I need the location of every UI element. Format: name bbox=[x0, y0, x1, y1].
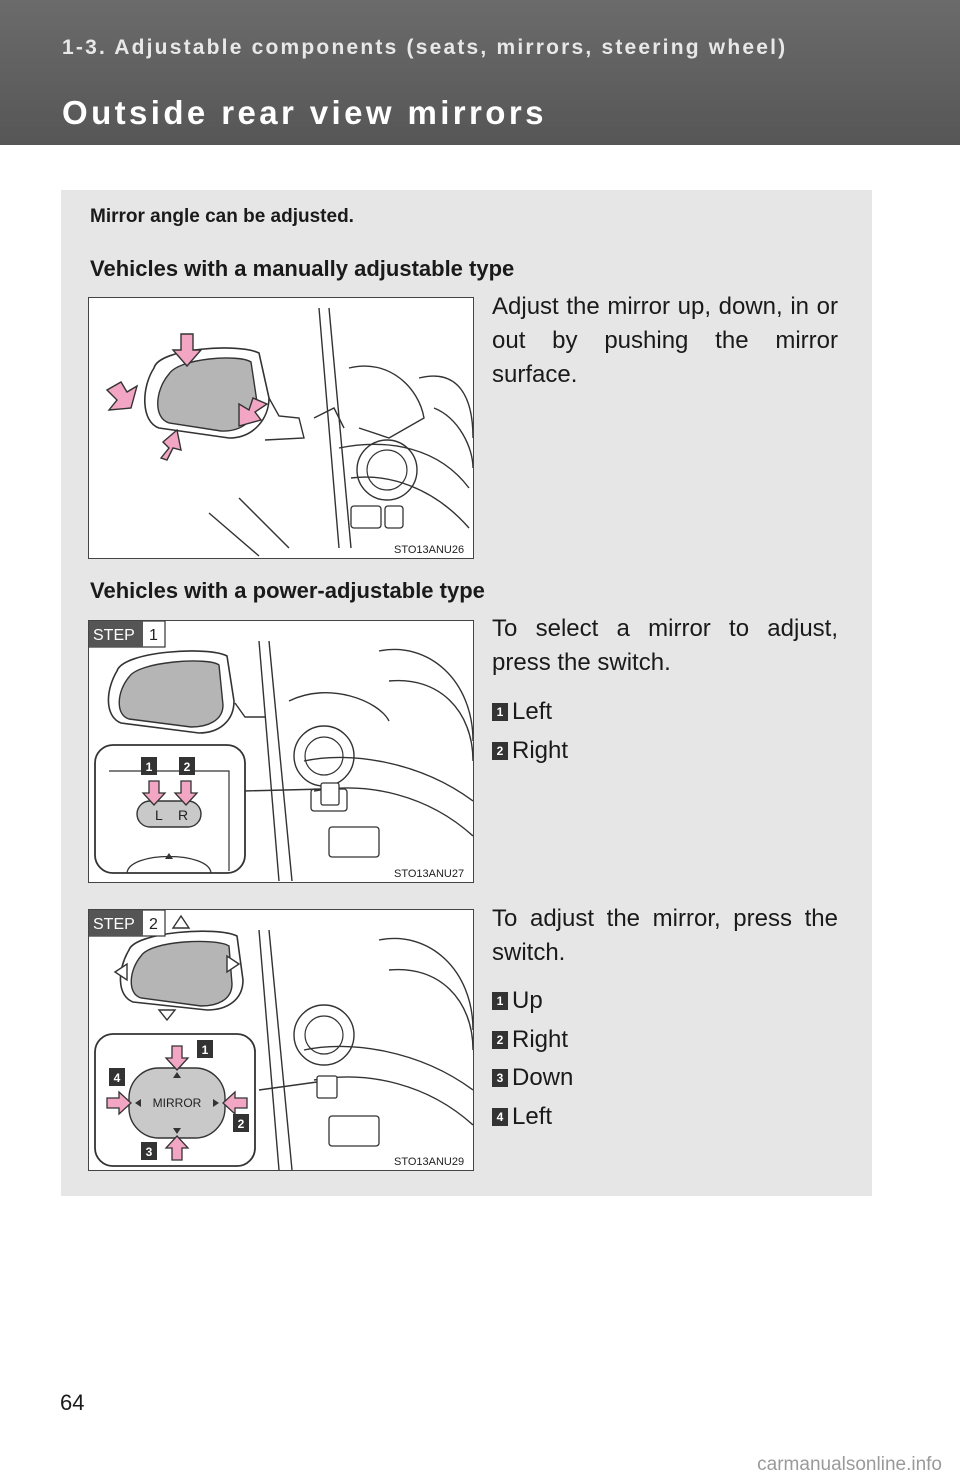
item-label: Right bbox=[512, 1025, 569, 1053]
section-title: 1-3. Adjustable components (seats, mirrors, steering wheel) bbox=[62, 36, 788, 59]
figure-code: STO13ANU27 bbox=[394, 868, 465, 880]
item-number: 3 bbox=[492, 1069, 508, 1087]
item-label: Left bbox=[512, 698, 553, 726]
step2-description: To adjust the mirror, press the switch. bbox=[492, 905, 838, 966]
step2-figure bbox=[88, 909, 474, 1171]
list-item bbox=[492, 982, 573, 1021]
callout-num-1: 1 bbox=[145, 760, 153, 774]
item-label: Up bbox=[512, 987, 543, 1015]
manual-heading: Vehicles with a manually adjustable type bbox=[90, 256, 515, 281]
page-number: 64 bbox=[60, 1390, 85, 1415]
watermark: carmanualsonline.info bbox=[757, 1454, 942, 1475]
switch-label-mirror: MIRROR bbox=[152, 1096, 202, 1110]
item-number: 1 bbox=[492, 992, 508, 1010]
item-label: Right bbox=[512, 736, 569, 764]
list-item bbox=[492, 1021, 573, 1060]
item-number: 1 bbox=[492, 703, 508, 721]
item-label: Left bbox=[512, 1102, 553, 1130]
item-number: 2 bbox=[492, 742, 508, 760]
manual-mirror-figure bbox=[88, 297, 474, 559]
callout-num-1: 1 bbox=[201, 1043, 209, 1057]
list-item bbox=[492, 693, 568, 732]
page-title: Outside rear view mirrors bbox=[62, 94, 547, 131]
item-label: Down bbox=[512, 1064, 574, 1092]
list-item bbox=[492, 1059, 573, 1098]
switch-label-left: L bbox=[155, 807, 163, 823]
step1-badge-text: STEP bbox=[93, 627, 135, 644]
header-bar bbox=[0, 0, 960, 145]
figure-code: STO13ANU26 bbox=[394, 544, 465, 556]
step1-figure bbox=[88, 620, 474, 883]
manual-description: Adjust the mirror up, down, in or out by pushing the mirror surface. bbox=[492, 293, 838, 388]
callout-num-2: 2 bbox=[183, 760, 191, 774]
intro-text: Mirror angle can be adjusted. bbox=[90, 206, 354, 227]
step2-list bbox=[492, 982, 573, 1136]
list-item bbox=[492, 1098, 573, 1137]
step1-badge-num: 1 bbox=[149, 627, 158, 644]
callout-num-4: 4 bbox=[113, 1071, 121, 1085]
step2-illustration bbox=[89, 910, 473, 1170]
step2-badge-num: 2 bbox=[149, 916, 158, 933]
step1-description: To select a mirror to adjust, press the switch. bbox=[492, 615, 838, 676]
step2-badge-text: STEP bbox=[93, 916, 135, 933]
switch-label-right: R bbox=[178, 807, 189, 823]
callout-num-2: 2 bbox=[237, 1117, 245, 1131]
step1-illustration bbox=[89, 621, 473, 882]
item-number: 2 bbox=[492, 1031, 508, 1049]
list-item bbox=[492, 732, 568, 771]
power-heading: Vehicles with a power-adjustable type bbox=[90, 578, 485, 603]
item-number: 4 bbox=[492, 1108, 508, 1126]
manual-mirror-illustration bbox=[89, 298, 473, 558]
figure-code: STO13ANU29 bbox=[394, 1156, 465, 1168]
callout-num-3: 3 bbox=[145, 1145, 153, 1159]
step1-list bbox=[492, 693, 568, 770]
